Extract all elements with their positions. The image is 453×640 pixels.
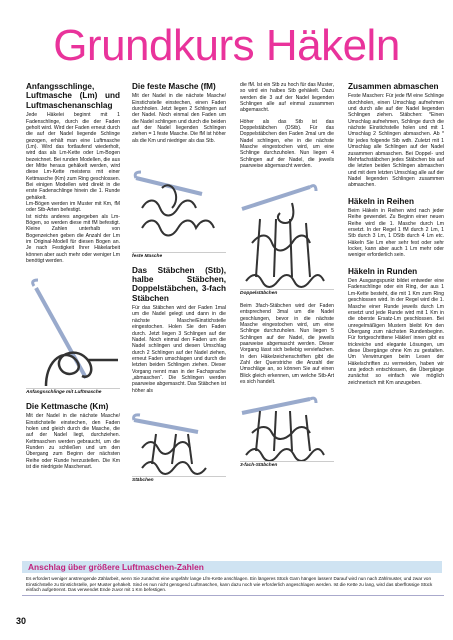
figure-3fach-staebchen	[240, 389, 334, 462]
paragraph: Mit der Nadel in die nächste Masche/ Einstichstelle einstechen, einen Faden durchholen. Jetzt liegen 2 Schlingen auf der Nadel. Noch einmal den Faden um die Nadel schlingen und durch die beiden auf der Nadel liegenden Schlingen ziehen = 1 feste Masche. Die fM ist höher als die Km und niedriger als das Stb.	[132, 93, 226, 144]
feste-masche-illustration	[132, 148, 226, 252]
figure-caption: Stäbchen	[132, 477, 154, 483]
figure-feste-masche	[132, 148, 226, 253]
paragraph: Beim 3fach-Stäbchen wird der Faden entsprechend 3mal um die Nadel geschlungen, bevor in die nächste Masche eingestochen wird, um eine Schlinge durchzuholen. Nun liegen 5 Schlingen auf der Nadel, die jeweils paarweise abgemascht werden. Dieser Vorgang lässt sich beliebig verviefachen. In den Häkelzeichenschriften gibt die Zahl der Querstriche die Anzahl der Umschläge an, so können Sie auf einen Blick gleich erkennen, um welche Stb-Art es sich handelt.	[240, 302, 334, 385]
figure-doppelstaebchen	[240, 173, 334, 290]
paragraph: Beim Häkeln in Reihen wird nach jeder Reihe gewendet. Zu Beginn einer neuen Reihe wird die 1. Masche durch Lm ersetzt. In der Regel 1 fM durch 2 Lm, 1 Stb durch 3 Lm, 1 DStb durch 4 Lm etc. Häkeln Sie Lm eher sehr fest oder sehr locker, kann aber auch 1 Lm mehr oder weniger erforderlich sein.	[348, 207, 444, 259]
paragraph: Lm-Bögen werden im Muster mit Km, fM oder Stb-Arten befestigt.	[26, 201, 120, 214]
section-heading-zusammen-abmaschen: Zusammen abmaschen	[348, 82, 439, 91]
page-title: Grundkurs Häkeln	[53, 21, 400, 70]
info-box-title: Anschlag über größere Luftmaschen-Zahlen	[22, 561, 442, 573]
figure-caption: 3-fach-Stäbchen	[240, 463, 278, 469]
page-number: 30	[16, 616, 27, 626]
column-3	[240, 82, 334, 470]
column-2	[132, 82, 226, 484]
paragraph: Ist nichts anderes angegeben als Lm-Bögen, so werden diese mit fM befestigt. Kleine Zahlen unterhalb von Bogenzeichen geben die Anzahl der Lm im Original-Modell für diesen Bogen an. Je nach Festigkeit Ihrer Häkelarbeit können aber auch mehr oder weniger Lm benötigt werden.	[26, 213, 120, 265]
paragraph: Mit der Nadel in die nächste Masche/ Einstichstelle einstechen, den Faden holen und gleich durch die Masche, die auf der Nadel liegt, durchziehen. Kettmaschen werden gebraucht, um die Runden zu schließen und um den Übergang zum Beginn der nächsten Reihe oder Runde herzustellen. Die Km ist die niedrigste Maschenart.	[26, 413, 120, 470]
staebchen-illustration	[132, 398, 226, 476]
figure-caption: Doppelstäbchen	[240, 291, 278, 297]
figure-staebchen	[132, 398, 226, 477]
paragraph: Höher als das Stb ist das Doppelstäbchen (DStb). Für das Doppelstäbchen den Faden 2mal um die Nadel schlingen, ehe in die nächste Masche eingestochen wird, um eine Schlinge durchzuholen. Nun liegen 4 Schlingen auf der Nadel, die jeweils paarweise abgemascht werden.	[240, 118, 334, 170]
paragraph: Für das Stäbchen wird der Faden 1mal um die Nadel gelegt und dann in die nächste Masche/Einstichstelle eingestochen. Holen Sie den Faden durch. Jetzt liegen 3 Schlingen auf der Nadel. Noch einmal den Faden um die Nadel schlingen und diesen Umschlag durch 2 Schlingen auf der Nadel ziehen, erneut Faden umschlagen und durch die letzten beiden Schlingen ziehen. Dieser Vorgang nennt man in der Fachsprache „abmaschen“. Die Schlingen werden paarweise abgemascht. Das Stäbchen ist höher als	[132, 305, 226, 394]
section-heading-feste-masche: Die feste Masche (fM)	[132, 82, 216, 91]
doppelstaebchen-illustration	[240, 173, 334, 289]
paragraph: Feste Maschen: Für jede fM eine Schlinge durchholen, einen Umschlag aufnehmen und durch alle auf der Nadel liegenden Schlingen ziehen. Stäbchen: *Einen Umschlag aufnehmen, Schlinge durch die nächste Einstichstelle holen und mit 1 Umschlag 2 Schlingen abmaschen. Ab * für jedes folgende Stb wdh. Zuletzt mit 1 Umschlag alle Schlingen auf der Nadel zusammen abmaschen. Bei Doppel- und Mehrfachstäbchen jedes Stäbchen bis auf die letzten beiden Schlingen abmaschen und mit dem letzten Umschlag alle auf der Nadel liegenden Schlingen zusammen abmaschen.	[348, 93, 444, 189]
column-1	[26, 82, 120, 470]
info-box-text: Es erfordert weniger anstrengende Zählarbeit, wenn Sie zunächst eine ungefähr lange Lfm-Kette anschlagen. Ein längeres Stück Garn hängen lassen! Darauf wird nun nach Zählmuster, und zwar von Einstichstelle zu Einstichstelle, per Muster gehäkelt. Sind es nun nicht genügend Luftmaschen, kann dazu noch wie erforderlich angeschlagen werden. Ist die Kette zu lang, wird das überflüssige Stück einfach aufgetrennt. Das verwendet Ende zuvor mit 1 Km befestigen.	[22, 574, 444, 596]
3fach-staebchen-illustration	[240, 389, 334, 461]
section-heading-anfangsschlinge: Anfangsschlinge, Luftmasche (Lm) und Luftmaschenanschlag	[26, 82, 120, 110]
paragraph: die fM. Ist ein Stb zu hoch für das Muster, so wird ein halbes Stb gehäkelt. Dazu werden die 3 auf der Nadel liegenden Schlingen alle auf einmal zusammen abgemascht.	[240, 82, 334, 114]
paragraph: Den Ausgangspunkt bildet entweder eine Fadenschlinge oder ein Ring, der aus 1 Lm-Kette besteht, die mit 1 Km zum Ring geschlossen wird. In der Regel wird die 1. Masche einer Runde jeweils durch Lm ersetzt und jede Runde wird mit 1 Km in die oberste Ersatz-Lm geschlossen. Bei unregelmäßigen Mustern bleibt Km den Übergang zum nächsten Rundenbeginn. Für fortgeschrittene Häkler/ innen gibt es trickreiche und elegante Lösungen, um diese Übergänge ohne Km zu gestalten. Um Verwirrungen beim Lesen der Häkelschriften zu vermeiden, haben wir uns jedoch entschlossen, die Übergänge zunächst so einfach wie möglich zeichnerisch mit Km anzugeben.	[348, 278, 444, 386]
section-heading-haekeln-in-reihen: Häkeln in Reihen	[348, 196, 414, 206]
figure-caption: feste Masche	[132, 254, 163, 260]
figure-caption: Anfangsschlinge mit Luftmasche	[26, 390, 102, 396]
figure-anfangsschlinge	[26, 268, 120, 389]
paragraph: Jede Häkelei beginnt mit 1 Fadenschlinge, durch die der Faden geholt wird. Wird der Faden erneut durch die auf der Nadel liegende Schlinge gezogen, erhält man eine Luftmasche (Lm). Wird das fortlaufend wiederholt, wird das als Lm-Kette oder Lm-Bogen bezeichnet. Bei runden Modellen, die aus der Mitte heraus gehäkelt werden, wird diese Lm-Kette meistens mit einer Kettmasche (Km) zum Ring geschlossen. Bei einigen Modellen wird direkt in die erste Fadenschlinge hinein die 1. Runde gehäkelt.	[26, 112, 120, 201]
crochet-hook-loop-illustration	[26, 268, 120, 386]
section-heading-haekeln-in-runden: Häkeln in Runden	[348, 266, 418, 276]
section-heading-kettmasche: Die Kettmasche (Km)	[26, 401, 109, 411]
column-4	[348, 82, 444, 386]
section-heading-staebchen: Das Stäbchen (Stb), halbe Stäbchen, Doppelstäbchen, 3-fach Stäbchen	[132, 265, 226, 303]
